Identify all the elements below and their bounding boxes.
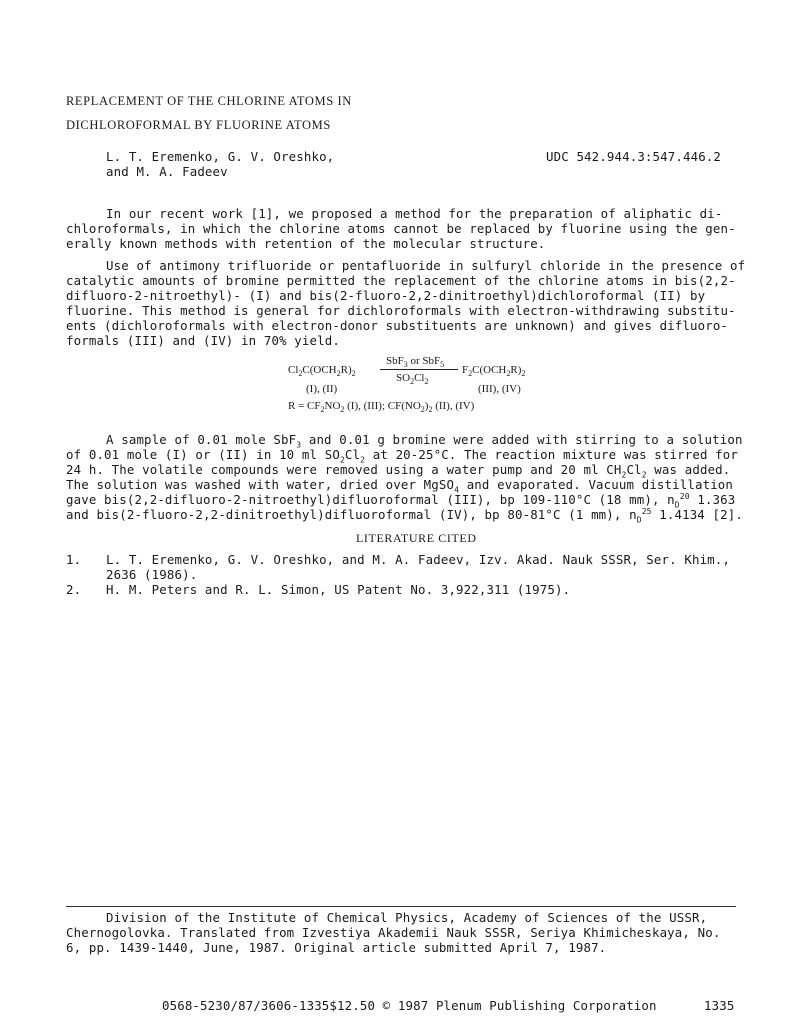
- experimental-line-3: 24 h. The volatile compounds were removed using a water pump and 20 ml $CH_2Cl_2$ was added.: [66, 462, 731, 480]
- experimental-line-6: and bis(2-fluoro-2,2-dinitroethyl)difluoroformal (IV), bp 80-81°C (1 mm), $n_D^{25}$ 1.4134 [2].: [66, 506, 743, 525]
- intro-line-2: chloroformals, in which the chlorine atoms cannot be replaced by fluorine using the gen-: [66, 221, 736, 236]
- experimental-line-1: A sample of 0.01 mole SbF$_3$ and 0.01 g bromine were added with stirring to a solution: [106, 432, 743, 450]
- intro-line-3: erally known methods with retention of the molecular structure.: [66, 236, 546, 251]
- equation-product: $F_2C(OCH_2R)_2$: [462, 364, 526, 379]
- reference-1-line-2: 2636 (1986).: [106, 567, 198, 582]
- udc-code: UDC 542.944.3:547.446.2: [546, 149, 722, 164]
- footnote-line-3: 6, pp. 1439-1440, June, 1987. Original article submitted April 7, 1987.: [66, 940, 607, 955]
- experimental-line-4: The solution was washed with water, dried over MgSO$_4$ and evaporated. Vacuum distillation: [66, 477, 734, 495]
- intro-paragraph: [66, 206, 746, 251]
- method-paragraph: [66, 258, 746, 348]
- equation-reactant: $Cl_2C(OCH_2R)_2$: [288, 364, 356, 379]
- method-line-1: Use of antimony trifluoride or pentafluoride in sulfuryl chloride in the presence of: [106, 258, 746, 273]
- reference-1-number: 1.: [66, 552, 82, 567]
- method-line-5: ents (dichloroformals with electron-donor substituents are unknown) and gives difluoro-: [66, 318, 729, 333]
- method-line-4: fluorine. This method is general for dichloroformals with electron-withdrawing substitu-: [66, 303, 736, 318]
- authors-line-2: and M. A. Fadeev: [106, 164, 228, 179]
- intro-line-1: In our recent work [1], we proposed a method for the preparation of aliphatic di-: [106, 206, 723, 221]
- equation-reactant-labels: (I), (II): [306, 383, 338, 395]
- method-line-2: catalytic amounts of bromine permitted the replacement of the chlorine atoms in bis(2,2-: [66, 273, 736, 288]
- experimental-line-2: of 0.01 mole (I) or (II) in 10 ml $SO_2Cl_2$ at 20-25°C. The reaction mixture was stirred for: [66, 447, 739, 465]
- equation-r-definition: $R = CF_2NO_2$ (I), (III); $CF(NO_2)_2$ (II), (IV): [288, 400, 475, 415]
- footnote-line-1: Division of the Institute of Chemical Physics, Academy of Sciences of the USSR,: [106, 910, 708, 925]
- literature-heading: LITERATURE CITED: [356, 531, 477, 545]
- footnote-divider: [66, 906, 736, 907]
- reference-2-line-1: H. M. Peters and R. L. Simon, US Patent No. 3,922,311 (1975).: [106, 582, 571, 597]
- issn-copyright-line: 0568-5230/87/3606-1335$12.50 © 1987 Plenum Publishing Corporation: [162, 998, 657, 1013]
- footnote-line-2: Chernogolovka. Translated from Izvestiya Akademii Nauk SSSR, Seriya Khimicheskaya, No.: [66, 925, 721, 940]
- equation-product-labels: (III), (IV): [478, 383, 521, 395]
- experimental-line-5: gave bis(2,2-difluoro-2-nitroethyl)difluoroformal (III), bp 109-110°C (18 mm), $n_D^{20}$ 1.363: [66, 491, 736, 510]
- reference-1-line-1: L. T. Eremenko, G. V. Oreshko, and M. A. Fadeev, Izv. Akad. Nauk SSSR, Ser. Khim.,: [106, 552, 731, 567]
- experimental-paragraph: [66, 432, 746, 525]
- method-line-3: difluoro-2-nitroethyl)- (I) and bis(2-fluoro-2,2-dinitroethyl)dichloroformal (II) by: [66, 288, 706, 303]
- article-title-line-1: REPLACEMENT OF THE CHLORINE ATOMS IN: [66, 94, 352, 108]
- reaction-arrow-line: [380, 369, 458, 370]
- reference-2-number: 2.: [66, 582, 82, 597]
- authors-line-1: L. T. Eremenko, G. V. Oreshko,: [106, 149, 335, 164]
- method-line-6: formals (III) and (IV) in 70% yield.: [66, 333, 340, 348]
- equation-reagents: SbF$_3$ or SbF$_5$: [386, 355, 445, 370]
- article-title-line-2: DICHLOROFORMAL BY FLUORINE ATOMS: [66, 118, 331, 132]
- footnote: [66, 910, 746, 955]
- equation-solvent: $SO_2Cl_2$: [396, 372, 429, 387]
- page-number: 1335: [704, 998, 735, 1013]
